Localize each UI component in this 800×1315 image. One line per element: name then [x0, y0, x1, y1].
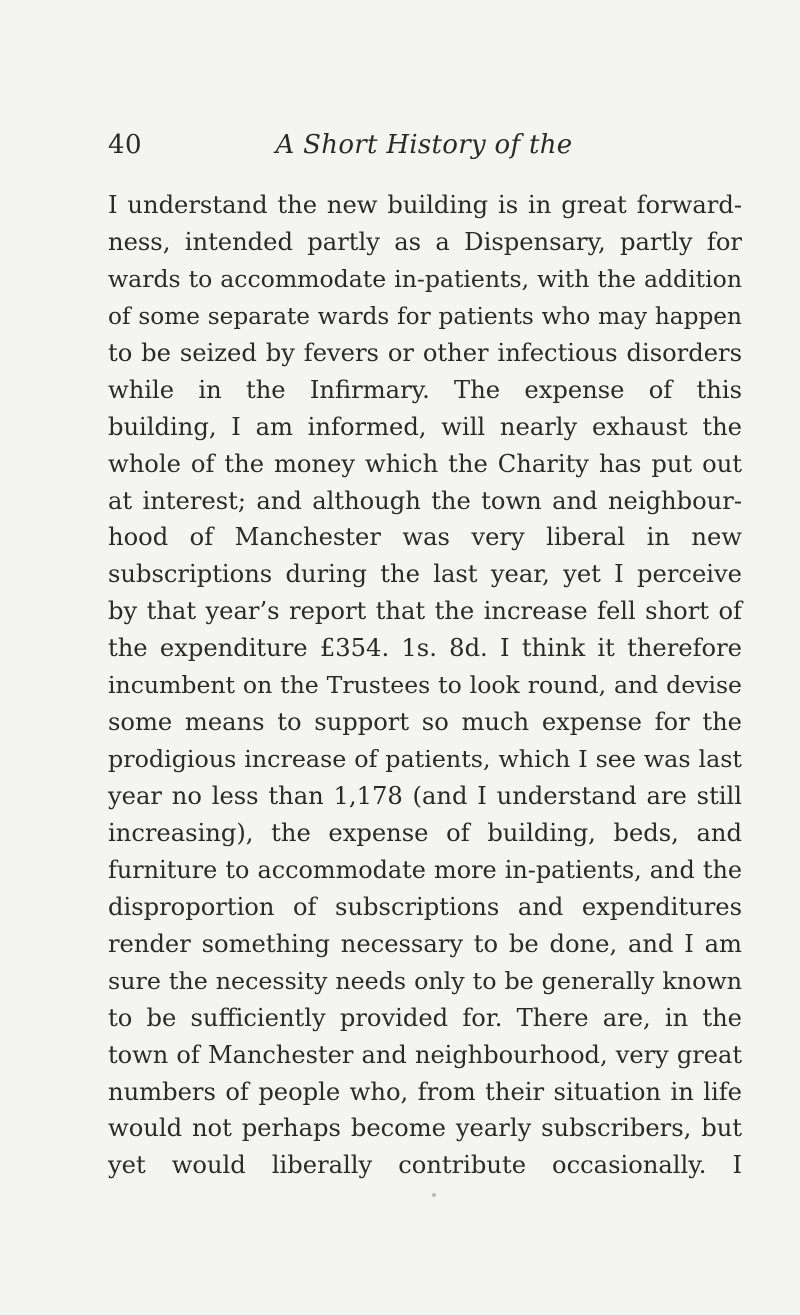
text-line: prodigious increase of patients, which I see was last	[108, 745, 742, 774]
text-line: sure the necessity needs only to be generally known	[108, 966, 742, 995]
text-line: some means to support so much expense for the	[108, 708, 742, 737]
body-paragraph	[108, 187, 742, 1184]
text-line: to be sufficiently provided for. There are, in the	[108, 1003, 742, 1032]
text-line: by that year’s report that the increase fell short of	[108, 597, 742, 626]
text-line: would not perhaps become yearly subscribers, but	[108, 1114, 742, 1143]
text-line: the expenditure £354. 1s. 8d. I think it therefore	[108, 634, 742, 663]
text-line: disproportion of subscriptions and expenditures	[108, 892, 742, 921]
text-line: render something necessary to be done, and I am	[108, 929, 742, 958]
text-line: wards to accommodate in-patients, with the addition	[108, 264, 742, 293]
text-line: of some separate wards for patients who may happen	[108, 302, 742, 330]
text-line: town of Manchester and neighbourhood, very great	[108, 1040, 742, 1069]
text-line: hood of Manchester was very liberal in new	[108, 523, 742, 552]
text-line: at interest; and although the town and neighbour-	[108, 486, 742, 515]
paper-speck	[432, 1193, 436, 1197]
text-line: whole of the money which the Charity has put out	[108, 449, 742, 478]
text-line: while in the Infirmary. The expense of this	[108, 375, 742, 404]
running-title: A Short History of the	[275, 130, 573, 160]
page-number: 40	[108, 130, 143, 160]
text-line: I understand the new building is in great forward-	[108, 191, 742, 219]
text-line: numbers of people who, from their situation in life	[108, 1077, 742, 1106]
text-line: to be seized by fevers or other infectious disorders	[108, 338, 742, 367]
text-line: yet would liberally contribute occasionally. I	[108, 1151, 742, 1180]
text-line: subscriptions during the last year, yet I perceive	[108, 560, 742, 589]
text-line: increasing), the expense of building, beds, and	[108, 818, 742, 847]
text-line: incumbent on the Trustees to look round, and devise	[108, 671, 742, 700]
text-line: building, I am informed, will nearly exhaust the	[108, 412, 742, 441]
running-head	[108, 130, 740, 170]
text-line: ness, intended partly as a Dispensary, partly for	[108, 227, 742, 256]
text-line: furniture to accommodate more in-patients, and the	[108, 855, 742, 884]
text-line: year no less than 1,178 (and I understand are still	[108, 782, 742, 810]
